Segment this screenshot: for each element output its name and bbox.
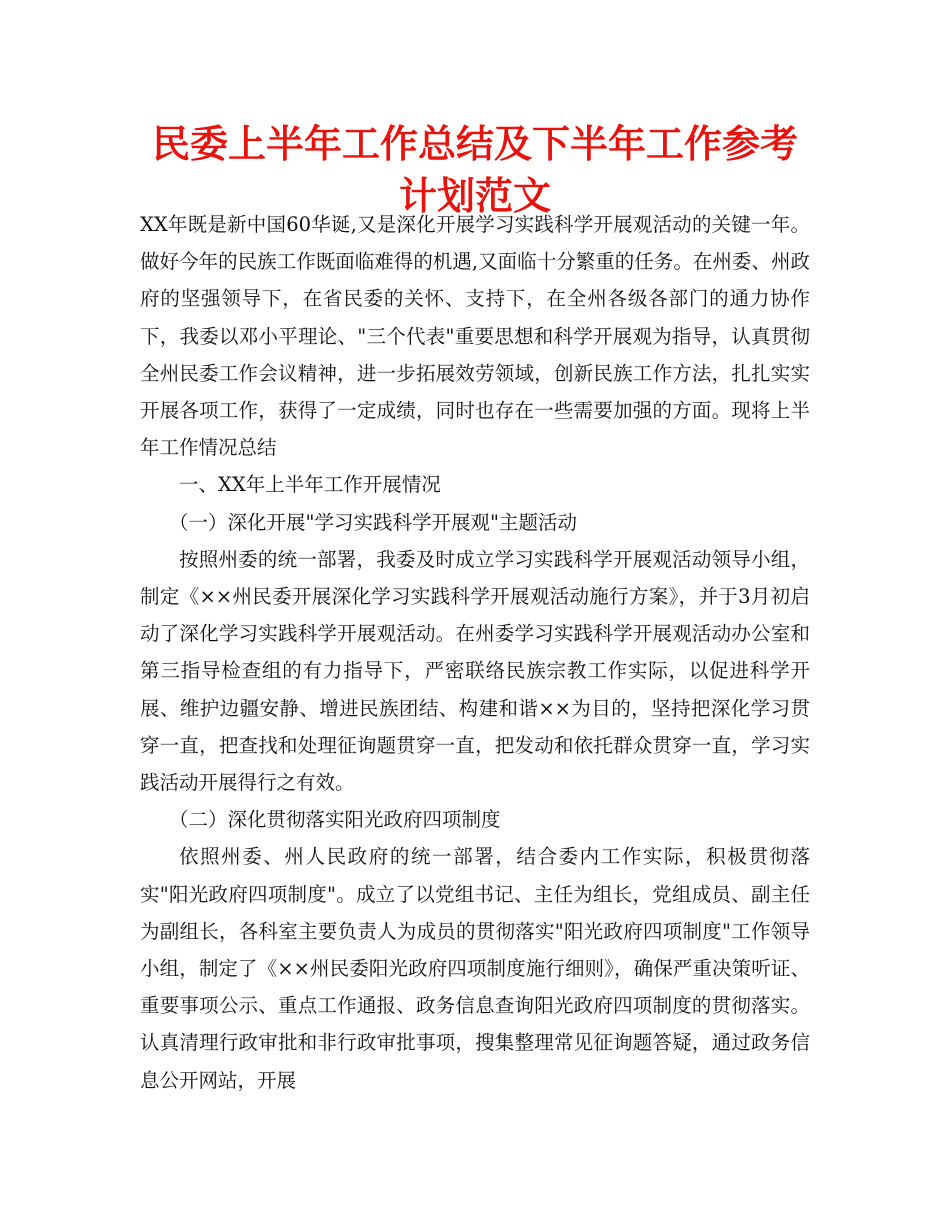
subsection-heading: （一）深化开展"学习实践科学开展观"主题活动 (169, 510, 577, 534)
document-title: 民委上半年工作总结及下半年工作参考计划范文 (151, 122, 798, 218)
section-heading: 一、XX年上半年工作开展情况 (179, 473, 441, 497)
body-paragraph: 按照州委的统一部署，我委及时成立学习实践科学开展观活动领导小组，制定《××州民委开展深化学习实践科学开展观活动施行方案》，并于3月初启动了深化学习实践科学开展观活动。在州委学习实践科学开展观活动办公室和第三指导检查组的有力指导下，严密联络民族宗教工作实际，以促进科学开展、维护边疆安静、增进民族团结、构建和谐××为目的，坚持把深化学习贯穿一直，把查找和处理征询题贯穿一直，把发动和依托群众贯穿一直，学习实践活动开展得行之有效。 (140, 547, 810, 795)
intro-paragraph: XX年既是新中国60华诞,又是深化开展学习实践科学开展观活动的关键一年。做好今年的民族工作既面临难得的机遇,又面临十分繁重的任务。在州委、州政府的坚强领导下，在省民委的关怀、支持下，在全州各级各部门的通力协作下，我委以邓小平理论、"三个代表"重要思想和科学开展观为指导，认真贯彻全州民委工作会议精神，进一步拓展效劳领域，创新民族工作方法，扎扎实实开展各项工作，获得了一定成绩，同时也存在一些需要加强的方面。现将上半年工作情况总结 (140, 213, 810, 460)
body-paragraph: 依照州委、州人民政府的统一部署，结合委内工作实际，积极贯彻落实"阳光政府四项制度"。成立了以党组书记、主任为组长，党组成员、副主任为副组长，各科室主要负责人为成员的贯彻落实"阳光政府四项制度"工作领导小组，制定了《××州民委阳光政府四项制度施行细则》，确保严重决策听证、重要事项公示、重点工作通报、政务信息查询阳光政府四项制度的贯彻落实。认真清理行政审批和非行政审批事项，搜集整理常见征询题答疑，通过政务信息公开网站，开展 (140, 845, 810, 1092)
document-body (140, 206, 810, 1099)
subsection-heading: （二）深化贯彻落实阳光政府四项制度 (169, 808, 501, 832)
